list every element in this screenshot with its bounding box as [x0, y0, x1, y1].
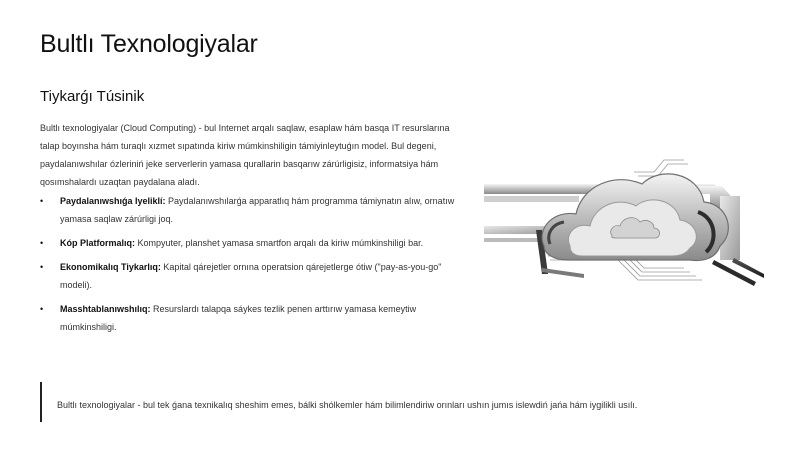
bullet-term: Paydalanıwshıǵa Iyeliklí:: [60, 196, 166, 206]
list-item: [40, 300, 465, 336]
bullet-text: Resurslardı talapqa sáykes tezlik penen arttırıw yamasa kemeytiw múmkinshiligi.: [60, 304, 417, 332]
bullet-term: Masshtablanıwshılıq:: [60, 304, 151, 314]
bullet-text: Paydalanıwshılarǵa apparatlıq hám programma támiynatın alıw, ornatıw yamasa saqlaw zárúrligi joq.: [60, 196, 455, 224]
bullet-text: Kapital qárejetler ornına operatsion qárejetlerge ótiw ("pay-as-you-go" modeli).: [60, 262, 442, 290]
list-item: [40, 234, 465, 252]
bullet-term: Ekonomikalıq Tiykarlıq:: [60, 262, 161, 272]
bullet-term: Kóp Platformalıq:: [60, 238, 136, 248]
list-item: [40, 258, 465, 294]
slide-title: Bultlı Texnologiyalar: [40, 30, 258, 58]
footer-accent-bar: [40, 382, 42, 422]
bullet-marker: •: [40, 262, 44, 272]
intro-paragraph: Bultlı texnologiyalar (Cloud Computing) - bul Internet arqalı saqlaw, esaplaw hám basqa IT resurslarına talap boyınsha hám turaqlı xızmet sıpatında kiriw múmkinshiligin támiyinleytuǵın model. Bul degeni, paydalanıwshılar ózleriniń jeke serverlerin yamasa qurallarin basqarıw zárúrligisiz, informatsiya hám qosımshalardı uzaqtan paydalana aladı.: [40, 123, 450, 187]
bullet-text: Kompyuter, planshet yamasa smartfon arqalı da kiriw múmkinshiligi bar.: [135, 238, 424, 248]
footer-note: Bultlı texnologiyalar - bul tek ǵana texnikalıq sheshim emes, bálki shólkemler hám bilimlendiriw orınları ushın jumıs islewdiń jańa hám iygilikli usılı.: [57, 400, 638, 410]
section-heading: Tiykarǵı Túsinik: [40, 88, 145, 105]
list-item: [40, 192, 465, 228]
feature-list: [40, 192, 465, 342]
cloud-illustration-icon: [484, 150, 776, 298]
bullet-marker: •: [40, 196, 44, 206]
bullet-marker: •: [40, 304, 44, 314]
bullet-marker: •: [40, 238, 44, 248]
